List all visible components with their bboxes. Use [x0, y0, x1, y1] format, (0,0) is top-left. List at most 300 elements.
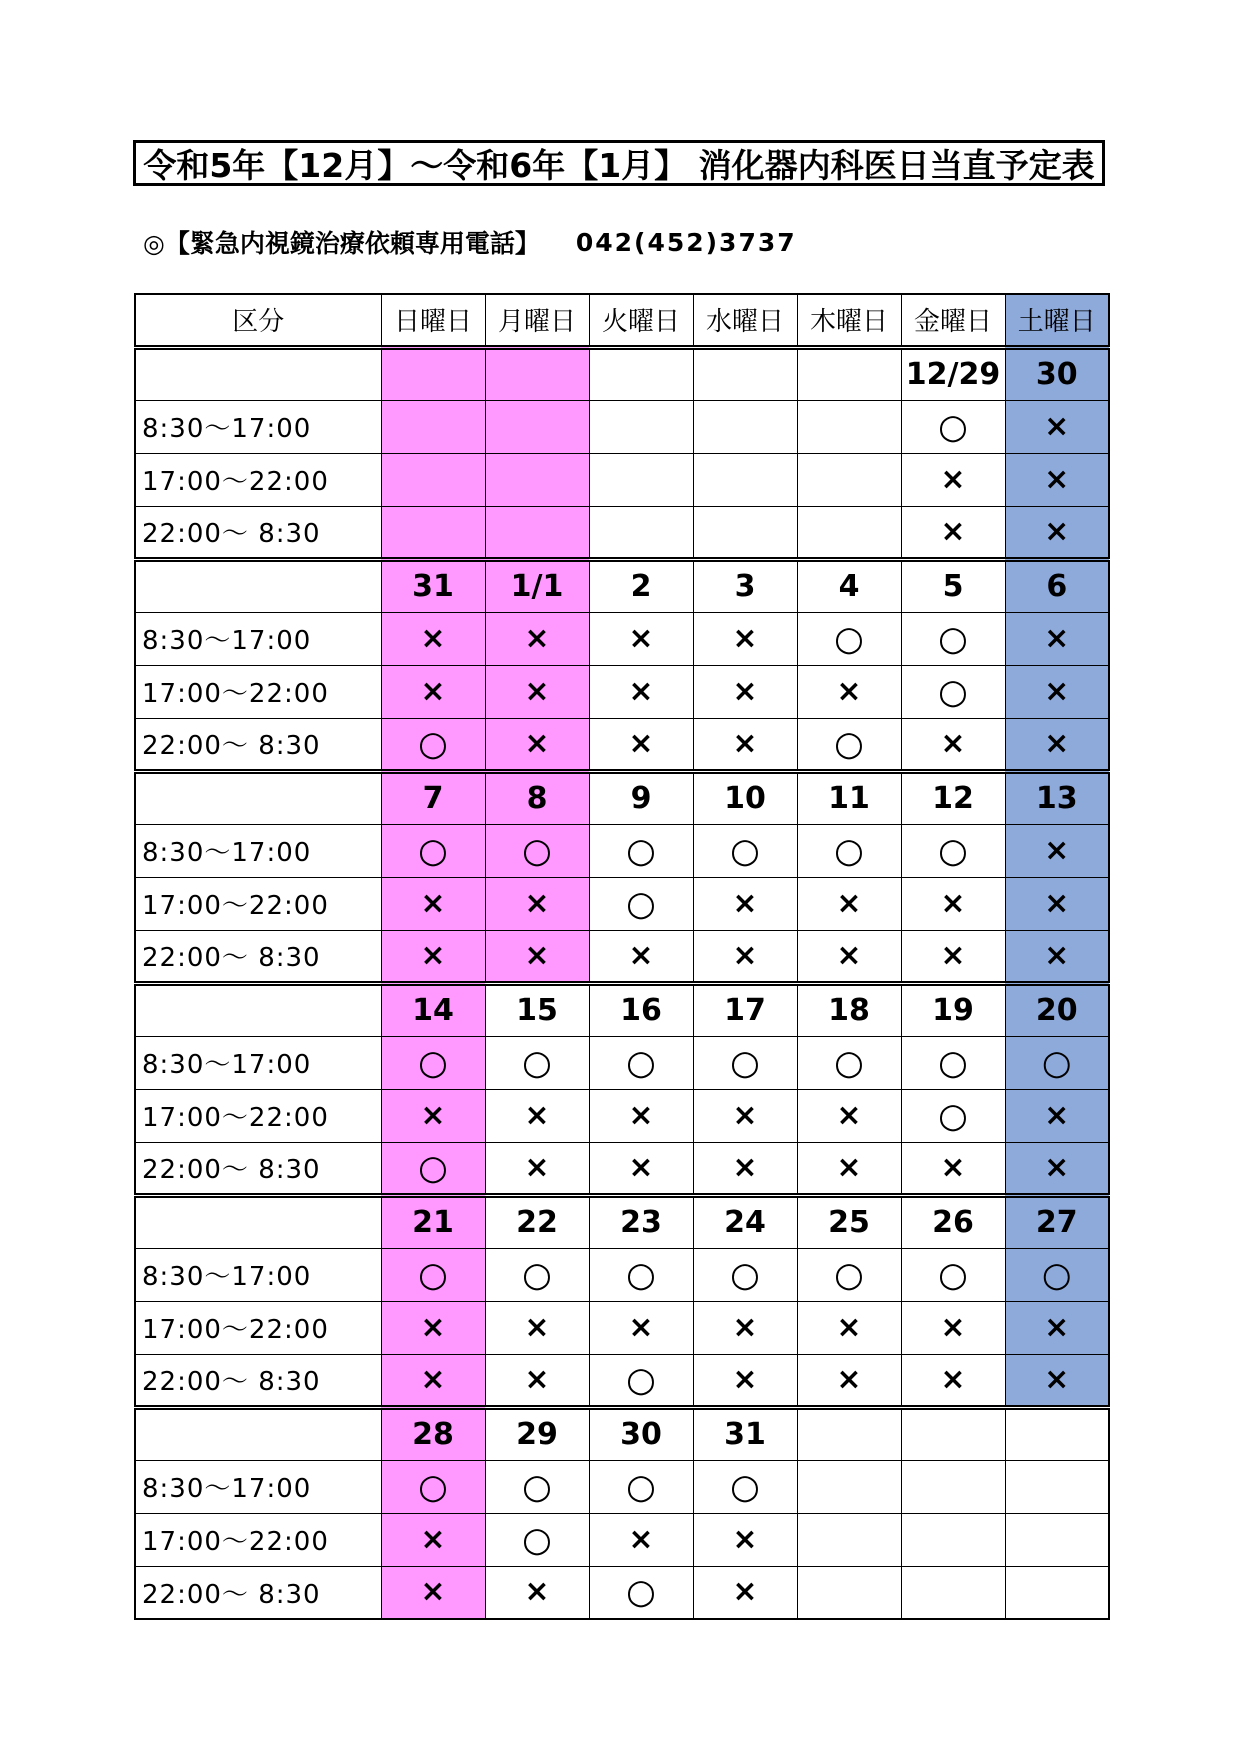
date-cell-friday	[901, 1407, 1005, 1460]
available-mark: ○	[522, 1466, 552, 1507]
unavailable-mark: ×	[1044, 885, 1070, 921]
unavailable-mark: ×	[940, 513, 966, 549]
shift-row	[135, 506, 1109, 559]
availability-cell-wednesday	[693, 1089, 797, 1142]
date-row-label	[135, 347, 381, 400]
availability-cell-thursday	[797, 1142, 901, 1195]
availability-cell-saturday	[1005, 1301, 1109, 1354]
unavailable-mark: ×	[732, 937, 758, 973]
date-cell-wednesday: 3	[693, 559, 797, 612]
availability-cell-tuesday	[589, 1301, 693, 1354]
unavailable-mark: ×	[836, 937, 862, 973]
availability-cell-thursday	[797, 1513, 901, 1566]
date-cell-monday: 29	[485, 1407, 589, 1460]
available-mark: ○	[626, 1359, 656, 1400]
available-mark: ○	[938, 1042, 968, 1083]
unavailable-mark: ×	[1044, 1309, 1070, 1345]
availability-cell-thursday	[797, 1566, 901, 1619]
available-mark: ○	[626, 1466, 656, 1507]
availability-cell-friday	[901, 1354, 1005, 1407]
shift-time-label: 8:30〜17:00	[135, 824, 381, 877]
available-mark: ○	[730, 1466, 760, 1507]
availability-cell-wednesday	[693, 877, 797, 930]
availability-cell-wednesday	[693, 718, 797, 771]
availability-cell-sunday	[381, 1142, 485, 1195]
unavailable-mark: ×	[836, 673, 862, 709]
unavailable-mark: ×	[1044, 673, 1070, 709]
shift-row	[135, 930, 1109, 983]
availability-cell-friday	[901, 400, 1005, 453]
availability-cell-friday	[901, 1036, 1005, 1089]
schedule-body	[135, 347, 1109, 1619]
date-row-label	[135, 559, 381, 612]
availability-cell-monday	[485, 1301, 589, 1354]
shift-time-label: 22:00〜 8:30	[135, 506, 381, 559]
shift-time-label: 8:30〜17:00	[135, 400, 381, 453]
availability-cell-wednesday	[693, 1142, 797, 1195]
availability-cell-saturday	[1005, 1142, 1109, 1195]
unavailable-mark: ×	[940, 725, 966, 761]
unavailable-mark: ×	[940, 1149, 966, 1185]
availability-cell-thursday	[797, 1301, 901, 1354]
unavailable-mark: ×	[732, 673, 758, 709]
shift-row	[135, 1301, 1109, 1354]
date-row-label	[135, 771, 381, 824]
unavailable-mark: ×	[628, 1097, 654, 1133]
available-mark: ○	[626, 883, 656, 924]
shift-time-label: 22:00〜 8:30	[135, 1566, 381, 1619]
shift-time-label: 17:00〜22:00	[135, 1089, 381, 1142]
availability-cell-saturday	[1005, 453, 1109, 506]
availability-cell-monday	[485, 506, 589, 559]
shift-time-label: 22:00〜 8:30	[135, 930, 381, 983]
header-friday: 金曜日	[901, 294, 1005, 347]
date-cell-monday: 1/1	[485, 559, 589, 612]
available-mark: ○	[938, 1254, 968, 1295]
availability-cell-thursday	[797, 824, 901, 877]
unavailable-mark: ×	[628, 673, 654, 709]
date-cell-wednesday: 17	[693, 983, 797, 1036]
week-date-row	[135, 771, 1109, 824]
availability-cell-wednesday	[693, 1036, 797, 1089]
availability-cell-saturday	[1005, 824, 1109, 877]
availability-cell-thursday	[797, 1460, 901, 1513]
shift-row	[135, 1248, 1109, 1301]
availability-cell-friday	[901, 1513, 1005, 1566]
shift-row	[135, 1566, 1109, 1619]
availability-cell-thursday	[797, 1354, 901, 1407]
unavailable-mark: ×	[836, 885, 862, 921]
date-cell-wednesday: 10	[693, 771, 797, 824]
shift-time-label: 17:00〜22:00	[135, 665, 381, 718]
shift-time-label: 8:30〜17:00	[135, 1036, 381, 1089]
availability-cell-friday	[901, 1089, 1005, 1142]
availability-cell-friday	[901, 824, 1005, 877]
availability-cell-friday	[901, 453, 1005, 506]
availability-cell-sunday	[381, 877, 485, 930]
availability-cell-sunday	[381, 930, 485, 983]
unavailable-mark: ×	[940, 937, 966, 973]
date-cell-thursday	[797, 1407, 901, 1460]
availability-cell-sunday	[381, 400, 485, 453]
shift-row	[135, 1513, 1109, 1566]
availability-cell-tuesday	[589, 930, 693, 983]
date-row-label	[135, 983, 381, 1036]
availability-cell-monday	[485, 930, 589, 983]
unavailable-mark: ×	[1044, 1149, 1070, 1185]
available-mark: ○	[626, 1572, 656, 1613]
unavailable-mark: ×	[420, 620, 446, 656]
availability-cell-saturday	[1005, 718, 1109, 771]
available-mark: ○	[730, 1254, 760, 1295]
week-date-row	[135, 983, 1109, 1036]
date-cell-monday: 15	[485, 983, 589, 1036]
availability-cell-friday	[901, 1566, 1005, 1619]
availability-cell-saturday	[1005, 612, 1109, 665]
shift-time-label: 17:00〜22:00	[135, 1513, 381, 1566]
availability-cell-monday	[485, 1089, 589, 1142]
header-thursday: 木曜日	[797, 294, 901, 347]
date-cell-saturday: 20	[1005, 983, 1109, 1036]
date-row-label	[135, 1195, 381, 1248]
unavailable-mark: ×	[628, 1149, 654, 1185]
availability-cell-sunday	[381, 1460, 485, 1513]
unavailable-mark: ×	[1044, 832, 1070, 868]
date-cell-sunday: 14	[381, 983, 485, 1036]
availability-cell-saturday	[1005, 1354, 1109, 1407]
date-cell-sunday: 31	[381, 559, 485, 612]
shift-row	[135, 877, 1109, 930]
unavailable-mark: ×	[732, 620, 758, 656]
availability-cell-monday	[485, 453, 589, 506]
unavailable-mark: ×	[420, 1361, 446, 1397]
availability-cell-wednesday	[693, 1513, 797, 1566]
week-date-row	[135, 347, 1109, 400]
unavailable-mark: ×	[628, 937, 654, 973]
availability-cell-monday	[485, 612, 589, 665]
availability-cell-monday	[485, 665, 589, 718]
date-cell-saturday: 13	[1005, 771, 1109, 824]
available-mark: ○	[1041, 1042, 1072, 1083]
unavailable-mark: ×	[1044, 513, 1070, 549]
date-cell-tuesday	[589, 347, 693, 400]
date-cell-tuesday: 2	[589, 559, 693, 612]
availability-cell-sunday	[381, 665, 485, 718]
availability-cell-monday	[485, 877, 589, 930]
date-cell-monday: 8	[485, 771, 589, 824]
availability-cell-friday	[901, 1460, 1005, 1513]
availability-cell-saturday	[1005, 1566, 1109, 1619]
available-mark: ○	[938, 618, 968, 659]
unavailable-mark: ×	[1044, 937, 1070, 973]
date-cell-tuesday: 23	[589, 1195, 693, 1248]
shift-time-label: 22:00〜 8:30	[135, 1354, 381, 1407]
unavailable-mark: ×	[836, 1149, 862, 1185]
unavailable-mark: ×	[420, 673, 446, 709]
available-mark: ○	[730, 1042, 760, 1083]
availability-cell-monday	[485, 1513, 589, 1566]
date-cell-sunday	[381, 347, 485, 400]
availability-cell-saturday	[1005, 665, 1109, 718]
availability-cell-thursday	[797, 453, 901, 506]
date-cell-thursday	[797, 347, 901, 400]
available-mark: ○	[418, 1042, 448, 1083]
availability-cell-monday	[485, 1354, 589, 1407]
availability-cell-monday	[485, 400, 589, 453]
availability-cell-saturday	[1005, 1460, 1109, 1513]
date-cell-saturday	[1005, 1407, 1109, 1460]
date-cell-monday	[485, 347, 589, 400]
availability-cell-monday	[485, 1566, 589, 1619]
unavailable-mark: ×	[524, 1574, 550, 1610]
shift-row	[135, 665, 1109, 718]
availability-cell-sunday	[381, 1354, 485, 1407]
availability-cell-thursday	[797, 1089, 901, 1142]
availability-cell-thursday	[797, 1248, 901, 1301]
availability-cell-tuesday	[589, 1460, 693, 1513]
page-title: 令和5年【12月】〜令和6年【1月】 消化器内科医日当直予定表	[133, 140, 1105, 186]
availability-cell-thursday	[797, 400, 901, 453]
availability-cell-tuesday	[589, 877, 693, 930]
unavailable-mark: ×	[524, 620, 550, 656]
availability-cell-saturday	[1005, 1248, 1109, 1301]
unavailable-mark: ×	[628, 725, 654, 761]
availability-cell-saturday	[1005, 1513, 1109, 1566]
availability-cell-wednesday	[693, 1566, 797, 1619]
available-mark: ○	[522, 1254, 552, 1295]
unavailable-mark: ×	[628, 620, 654, 656]
availability-cell-friday	[901, 506, 1005, 559]
availability-cell-tuesday	[589, 1513, 693, 1566]
unavailable-mark: ×	[940, 461, 966, 497]
unavailable-mark: ×	[1044, 408, 1070, 444]
unavailable-mark: ×	[420, 1309, 446, 1345]
available-mark: ○	[834, 1042, 864, 1083]
availability-cell-friday	[901, 1142, 1005, 1195]
available-mark: ○	[938, 406, 968, 447]
availability-cell-sunday	[381, 824, 485, 877]
unavailable-mark: ×	[524, 1309, 550, 1345]
availability-cell-tuesday	[589, 1036, 693, 1089]
availability-cell-sunday	[381, 1301, 485, 1354]
date-cell-friday: 12/29	[901, 347, 1005, 400]
available-mark: ○	[522, 1042, 552, 1083]
date-cell-friday: 19	[901, 983, 1005, 1036]
available-mark: ○	[834, 830, 864, 871]
week-date-row	[135, 1195, 1109, 1248]
availability-cell-wednesday	[693, 1354, 797, 1407]
unavailable-mark: ×	[524, 1149, 550, 1185]
availability-cell-tuesday	[589, 612, 693, 665]
available-mark: ○	[938, 1095, 968, 1136]
availability-cell-tuesday	[589, 665, 693, 718]
header-saturday: 土曜日	[1005, 294, 1109, 347]
available-mark: ○	[834, 1254, 864, 1295]
unavailable-mark: ×	[524, 725, 550, 761]
shift-row	[135, 453, 1109, 506]
unavailable-mark: ×	[732, 1361, 758, 1397]
availability-cell-sunday	[381, 1089, 485, 1142]
unavailable-mark: ×	[732, 725, 758, 761]
shift-row	[135, 1089, 1109, 1142]
week-date-row	[135, 559, 1109, 612]
availability-cell-sunday	[381, 718, 485, 771]
availability-cell-thursday	[797, 718, 901, 771]
availability-cell-thursday	[797, 1036, 901, 1089]
unavailable-mark: ×	[1044, 1097, 1070, 1133]
schedule-table	[134, 293, 1110, 1620]
unavailable-mark: ×	[1044, 620, 1070, 656]
date-cell-thursday: 18	[797, 983, 901, 1036]
shift-row	[135, 1142, 1109, 1195]
availability-cell-wednesday	[693, 1248, 797, 1301]
unavailable-mark: ×	[732, 1521, 758, 1557]
available-mark: ○	[834, 618, 864, 659]
availability-cell-thursday	[797, 930, 901, 983]
date-cell-wednesday: 24	[693, 1195, 797, 1248]
date-cell-saturday: 6	[1005, 559, 1109, 612]
shift-time-label: 22:00〜 8:30	[135, 1142, 381, 1195]
availability-cell-friday	[901, 612, 1005, 665]
unavailable-mark: ×	[732, 885, 758, 921]
availability-cell-sunday	[381, 1036, 485, 1089]
date-cell-sunday: 28	[381, 1407, 485, 1460]
week-date-row	[135, 1407, 1109, 1460]
availability-cell-tuesday	[589, 1566, 693, 1619]
date-cell-tuesday: 16	[589, 983, 693, 1036]
availability-cell-saturday	[1005, 930, 1109, 983]
shift-time-label: 8:30〜17:00	[135, 1460, 381, 1513]
availability-cell-thursday	[797, 506, 901, 559]
availability-cell-saturday	[1005, 1036, 1109, 1089]
availability-cell-friday	[901, 665, 1005, 718]
unavailable-mark: ×	[732, 1097, 758, 1133]
availability-cell-thursday	[797, 665, 901, 718]
availability-cell-monday	[485, 1036, 589, 1089]
availability-cell-monday	[485, 1460, 589, 1513]
date-cell-monday: 22	[485, 1195, 589, 1248]
date-cell-saturday: 27	[1005, 1195, 1109, 1248]
available-mark: ○	[418, 1254, 448, 1295]
availability-cell-monday	[485, 824, 589, 877]
unavailable-mark: ×	[1044, 461, 1070, 497]
unavailable-mark: ×	[524, 1097, 550, 1133]
unavailable-mark: ×	[628, 1309, 654, 1345]
availability-cell-tuesday	[589, 1142, 693, 1195]
availability-cell-sunday	[381, 612, 485, 665]
availability-cell-friday	[901, 718, 1005, 771]
available-mark: ○	[522, 830, 552, 871]
emergency-phone-line	[143, 222, 797, 262]
availability-cell-wednesday	[693, 612, 797, 665]
availability-cell-wednesday	[693, 1460, 797, 1513]
shift-time-label: 8:30〜17:00	[135, 612, 381, 665]
shift-row	[135, 824, 1109, 877]
unavailable-mark: ×	[1044, 1361, 1070, 1397]
availability-cell-tuesday	[589, 1354, 693, 1407]
available-mark: ○	[938, 671, 968, 712]
availability-cell-wednesday	[693, 453, 797, 506]
header-sunday: 日曜日	[381, 294, 485, 347]
shift-row	[135, 1036, 1109, 1089]
unavailable-mark: ×	[732, 1574, 758, 1610]
unavailable-mark: ×	[420, 1521, 446, 1557]
availability-cell-tuesday	[589, 453, 693, 506]
unavailable-mark: ×	[732, 1149, 758, 1185]
unavailable-mark: ×	[524, 673, 550, 709]
unavailable-mark: ×	[836, 1097, 862, 1133]
available-mark: ○	[418, 1466, 448, 1507]
unavailable-mark: ×	[940, 1361, 966, 1397]
unavailable-mark: ×	[420, 1097, 446, 1133]
unavailable-mark: ×	[420, 885, 446, 921]
header-tuesday: 火曜日	[589, 294, 693, 347]
unavailable-mark: ×	[836, 1361, 862, 1397]
availability-cell-thursday	[797, 612, 901, 665]
date-cell-friday: 5	[901, 559, 1005, 612]
date-cell-saturday: 30	[1005, 347, 1109, 400]
availability-cell-tuesday	[589, 400, 693, 453]
emergency-phone-label: ◎【緊急内視鏡治療依頼専用電話】	[143, 229, 540, 258]
availability-cell-tuesday	[589, 1248, 693, 1301]
available-mark: ○	[626, 830, 656, 871]
availability-cell-sunday	[381, 453, 485, 506]
availability-cell-wednesday	[693, 930, 797, 983]
shift-time-label: 17:00〜22:00	[135, 877, 381, 930]
available-mark: ○	[626, 1042, 656, 1083]
date-cell-sunday: 21	[381, 1195, 485, 1248]
availability-cell-saturday	[1005, 1089, 1109, 1142]
availability-cell-wednesday	[693, 506, 797, 559]
shift-row	[135, 1354, 1109, 1407]
availability-cell-monday	[485, 718, 589, 771]
available-mark: ○	[418, 1147, 448, 1188]
availability-cell-tuesday	[589, 718, 693, 771]
availability-cell-wednesday	[693, 824, 797, 877]
header-row	[135, 294, 1109, 347]
available-mark: ○	[834, 723, 864, 764]
shift-row	[135, 400, 1109, 453]
available-mark: ○	[626, 1254, 656, 1295]
date-cell-tuesday: 30	[589, 1407, 693, 1460]
unavailable-mark: ×	[420, 937, 446, 973]
unavailable-mark: ×	[836, 1309, 862, 1345]
date-cell-wednesday	[693, 347, 797, 400]
availability-cell-tuesday	[589, 506, 693, 559]
shift-time-label: 17:00〜22:00	[135, 453, 381, 506]
availability-cell-saturday	[1005, 506, 1109, 559]
date-cell-thursday: 4	[797, 559, 901, 612]
availability-cell-thursday	[797, 877, 901, 930]
availability-cell-tuesday	[589, 824, 693, 877]
unavailable-mark: ×	[940, 1309, 966, 1345]
availability-cell-saturday	[1005, 877, 1109, 930]
unavailable-mark: ×	[524, 937, 550, 973]
unavailable-mark: ×	[524, 885, 550, 921]
shift-time-label: 8:30〜17:00	[135, 1248, 381, 1301]
unavailable-mark: ×	[628, 1521, 654, 1557]
date-row-label	[135, 1407, 381, 1460]
availability-cell-friday	[901, 877, 1005, 930]
date-cell-wednesday: 31	[693, 1407, 797, 1460]
shift-row	[135, 612, 1109, 665]
date-cell-thursday: 11	[797, 771, 901, 824]
unavailable-mark: ×	[1044, 725, 1070, 761]
shift-time-label: 17:00〜22:00	[135, 1301, 381, 1354]
date-cell-tuesday: 9	[589, 771, 693, 824]
header-monday: 月曜日	[485, 294, 589, 347]
date-cell-friday: 26	[901, 1195, 1005, 1248]
